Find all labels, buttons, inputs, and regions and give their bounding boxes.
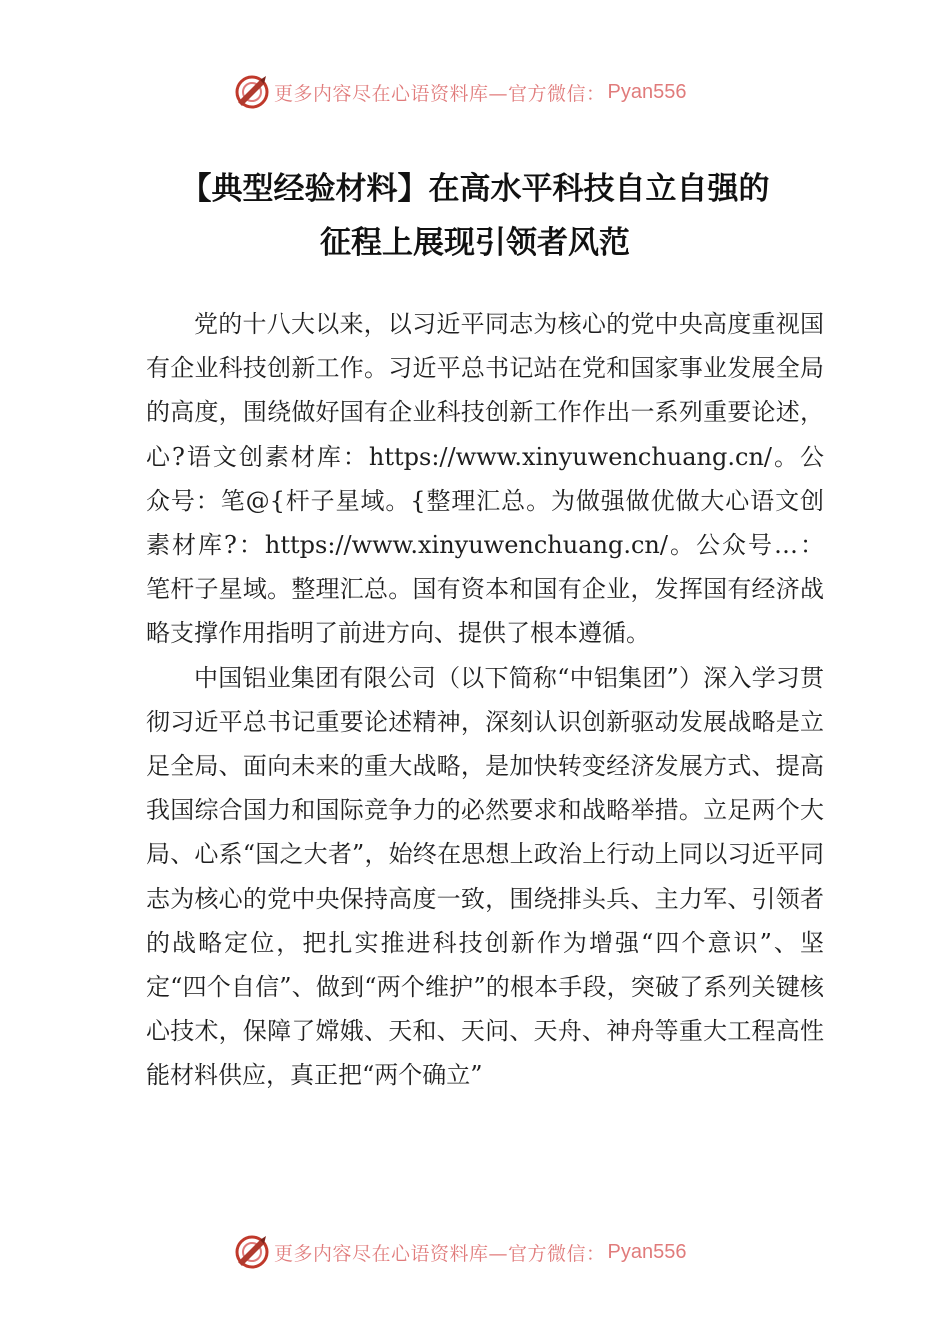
watermark-text: 更多内容尽在心语资料库—官方微信： bbox=[274, 82, 606, 105]
document-title bbox=[100, 162, 850, 270]
watermark-wechat-id: Pyan556 bbox=[607, 80, 687, 103]
pen-logo-icon bbox=[232, 1232, 272, 1272]
watermark-text: 更多内容尽在心语资料库—官方微信： bbox=[274, 1242, 606, 1265]
title-line-1: 【典型经验材料】在高水平科技自立自强的 bbox=[180, 171, 770, 207]
watermark-wechat-id: Pyan556 bbox=[607, 1240, 687, 1263]
body-paragraph-2: 中国铝业集团有限公司（以下简称“中铝集团”）深入学习贯彻习近平总书记重要论述精神，深刻认识创新驱动发展战略是立足全局、面向未来的重大战略，是加快转变经济发展方式、提高我国综合国力和国际竞争力的必然要求和战略举措。立足两个大局、心系“国之大者”，始终在思想上政治上行动上同以习近平同志为核心的党中央保持高度一致，围绕排头兵、主力军、引领者的战略定位，把扎实推进科技创新作为增强“四个意识”、坚定“四个自信”、做到“两个维护”的根本手段，突破了系列关键核心技术，保障了嫦娥、天和、天问、天舟、神舟等重大工程高性能材料供应，真正把“两个确立” bbox=[146, 663, 824, 1090]
pen-logo-icon bbox=[232, 72, 272, 112]
document-body bbox=[146, 302, 824, 1098]
body-paragraph-1: 党的十八大以来，以习近平同志为核心的党中央高度重视国有企业科技创新工作。习近平总书记站在党和国家事业发展全局的高度，围绕做好国有企业科技创新工作作出一系列重要论述，心?语文创素材库：https://www.xinyuwenchuang.cn/。公众号：笔@{杆子星域。{整理汇总。为做强做优做大心语文创素材库?：https://www.xinyuwenchuang.cn/。公众号…：笔杆子星域。整理汇总。国有资本和国有企业，发挥国有经济战略支撑作用指明了前进方向、提供了根本遵循。 bbox=[146, 310, 824, 648]
footer-watermark bbox=[232, 1232, 686, 1272]
header-watermark bbox=[232, 72, 686, 112]
title-line-2: 征程上展现引领者风范 bbox=[320, 225, 630, 261]
